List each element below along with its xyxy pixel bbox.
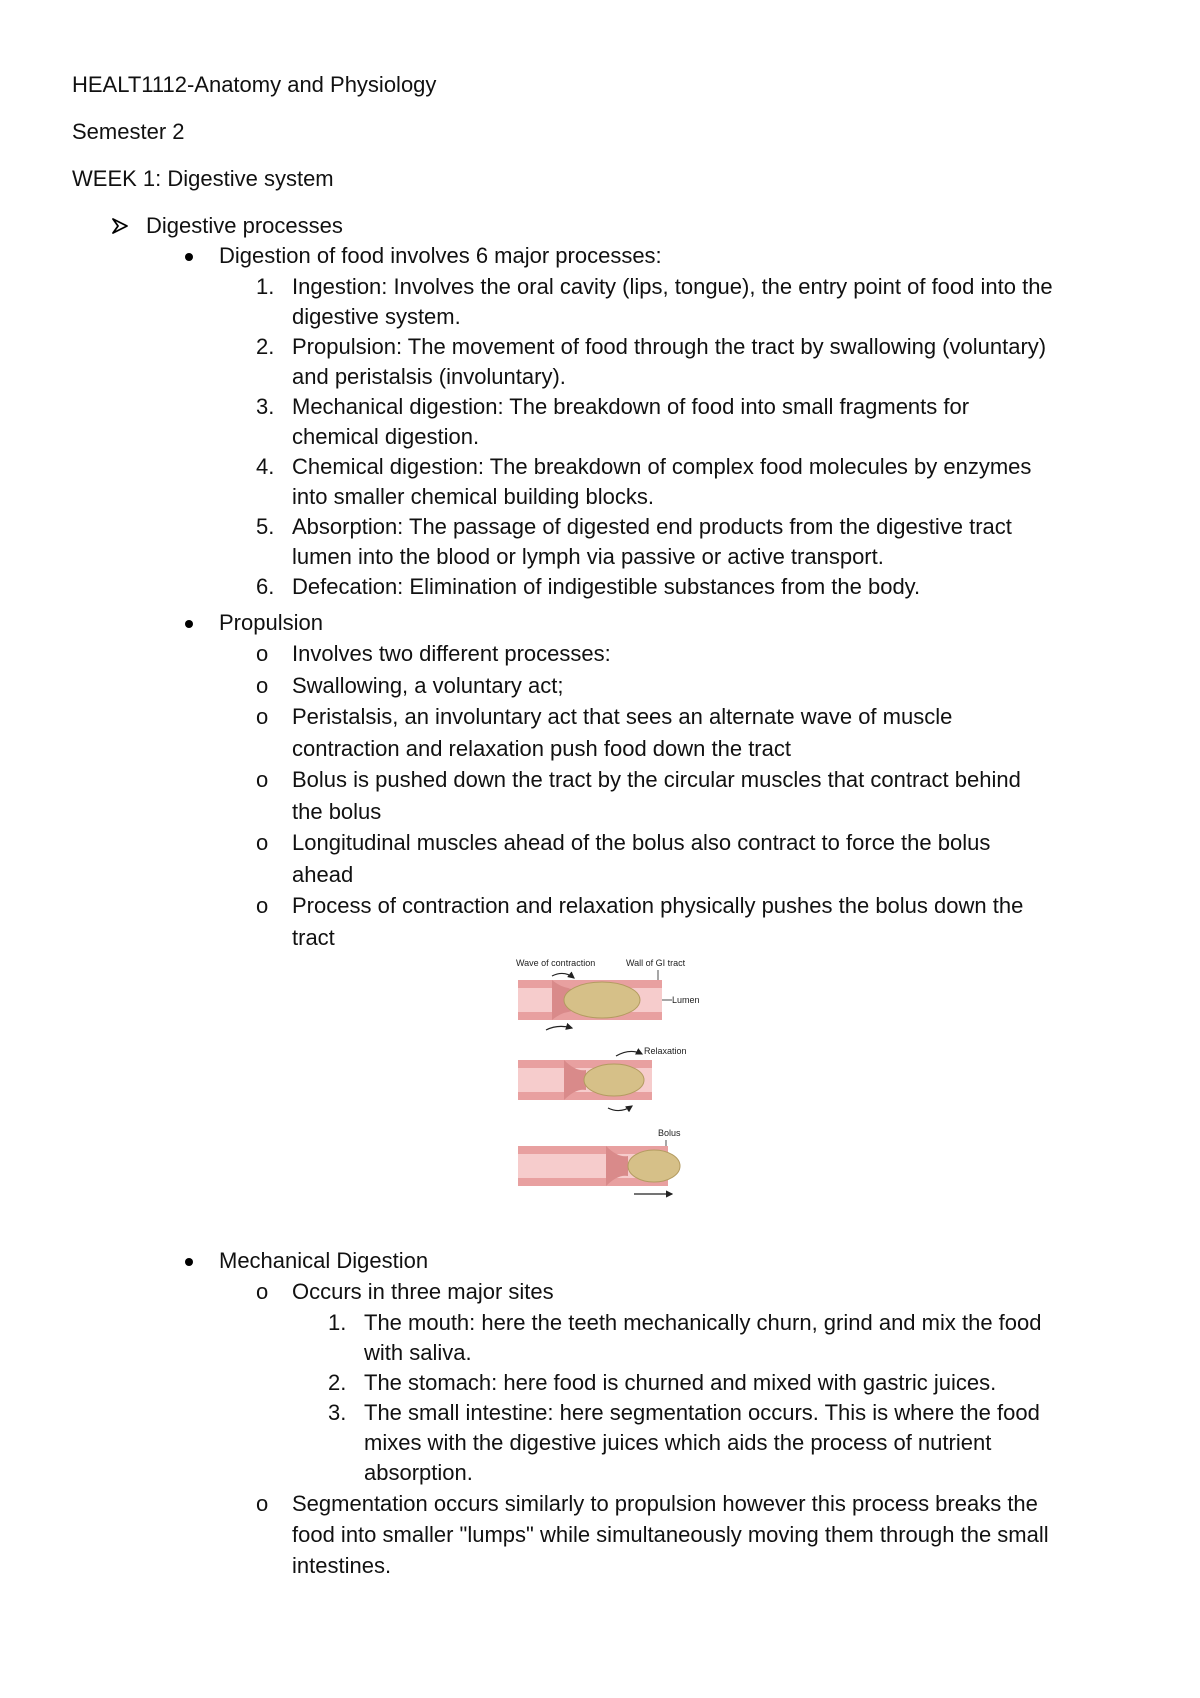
process-text-line: chemical digestion. (292, 424, 480, 449)
section-title: Digestive processes (146, 213, 343, 238)
propulsion-heading: Propulsion (219, 610, 323, 635)
process-text-line: into smaller chemical building blocks. (292, 484, 654, 509)
process-text-line: Absorption: The passage of digested end products from the digestive tract (292, 514, 1012, 539)
process-number: 6. (256, 574, 275, 599)
process-text-line: Chemical digestion: The breakdown of complex food molecules by enzymes (292, 454, 1032, 479)
process-number: 1. (256, 274, 275, 299)
process-text-line: Propulsion: The movement of food through the tract by swallowing (voluntary) (292, 334, 1047, 359)
site-text-line: The small intestine: here segmentation occurs. This is where the food (364, 1400, 1040, 1425)
week-title: WEEK 1: Digestive system (72, 166, 334, 191)
propulsion-point-line: Peristalsis, an involuntary act that sees an alternate wave of muscle (292, 704, 953, 729)
mechanical-heading: Mechanical Digestion (219, 1248, 429, 1273)
circle-bullet: o (256, 767, 269, 792)
label-lumen: Lumen (672, 995, 700, 1005)
bullet-dot (185, 620, 193, 628)
propulsion-point-line: Swallowing, a voluntary act; (292, 672, 564, 698)
process-text-line: digestive system. (292, 304, 461, 329)
relaxation-arrow-icon (616, 1051, 642, 1056)
propulsion-point-line: Longitudinal muscles ahead of the bolus also contract to force the bolus (292, 830, 991, 855)
process-number: 3. (256, 394, 275, 419)
semester-label: Semester 2 (72, 119, 185, 144)
arrow-bullet-icon (112, 218, 128, 234)
process-text-line: Ingestion: Involves the oral cavity (lips, tongue), the entry point of food into the (292, 274, 1053, 299)
circle-bullet: o (256, 672, 269, 698)
site-number: 2. (328, 1370, 347, 1395)
bolus-shape (564, 982, 640, 1018)
label-wall-of-gi-tract: Wall of GI tract (626, 958, 686, 968)
propulsion-point-line: contraction and relaxation push food down the tract (292, 735, 791, 761)
site-number: 3. (328, 1400, 347, 1425)
mechanical-sub: Occurs in three major sites (292, 1279, 554, 1304)
circle-bullet: o (256, 641, 269, 666)
propulsion-point-line: Process of contraction and relaxation physically pushes the bolus down the (292, 893, 1024, 918)
propulsion-point-line: Bolus is pushed down the tract by the circular muscles that contract behind (292, 767, 1021, 792)
label-bolus: Bolus (658, 1128, 681, 1138)
circle-bullet: o (256, 704, 269, 729)
site-number: 1. (328, 1310, 347, 1335)
process-text-line: Defecation: Elimination of indigestible substances from the body. (292, 574, 921, 599)
peristalsis-figure (512, 950, 712, 1200)
site-text-line: The mouth: here the teeth mechanically churn, grind and mix the food (364, 1310, 1042, 1335)
course-title: HEALT1112-Anatomy and Physiology (72, 72, 437, 97)
process-number: 5. (256, 514, 275, 539)
segmentation-line: intestines. (292, 1553, 392, 1578)
processes-heading: Digestion of food involves 6 major processes: (219, 243, 662, 268)
site-text-line: absorption. (364, 1460, 473, 1485)
site-text-line: with saliva. (364, 1340, 472, 1365)
process-number: 4. (256, 454, 275, 479)
bullet-dot (185, 1258, 193, 1266)
process-text-line: lumen into the blood or lymph via passive or active transport. (292, 544, 884, 569)
contraction-arrow-icon (552, 973, 574, 978)
process-text-line: and peristalsis (involuntary). (292, 364, 566, 389)
site-text-line: mixes with the digestive juices which aids the process of nutrient (364, 1430, 992, 1455)
propulsion-point-line: tract (292, 924, 335, 950)
segmentation-line: Segmentation occurs similarly to propulsion however this process breaks the (292, 1491, 1038, 1516)
circle-bullet: o (256, 893, 269, 918)
segmentation-line: food into smaller "lumps" while simultaneously moving them through the small (292, 1522, 1049, 1547)
circle-bullet: o (256, 1491, 269, 1516)
process-text-line: Mechanical digestion: The breakdown of food into small fragments for (292, 394, 970, 419)
label-wave-of-contraction: Wave of contraction (516, 958, 596, 968)
process-number: 2. (256, 334, 275, 359)
propulsion-point-line: ahead (292, 861, 354, 887)
circle-bullet: o (256, 830, 269, 855)
circle-bullet: o (256, 1279, 269, 1304)
propulsion-point-line: Involves two different processes: (292, 641, 611, 666)
propulsion-point-line: the bolus (292, 798, 382, 824)
label-relaxation: Relaxation (644, 1046, 687, 1056)
bullet-dot (185, 253, 193, 261)
site-text-line: The stomach: here food is churned and mixed with gastric juices. (364, 1370, 997, 1395)
